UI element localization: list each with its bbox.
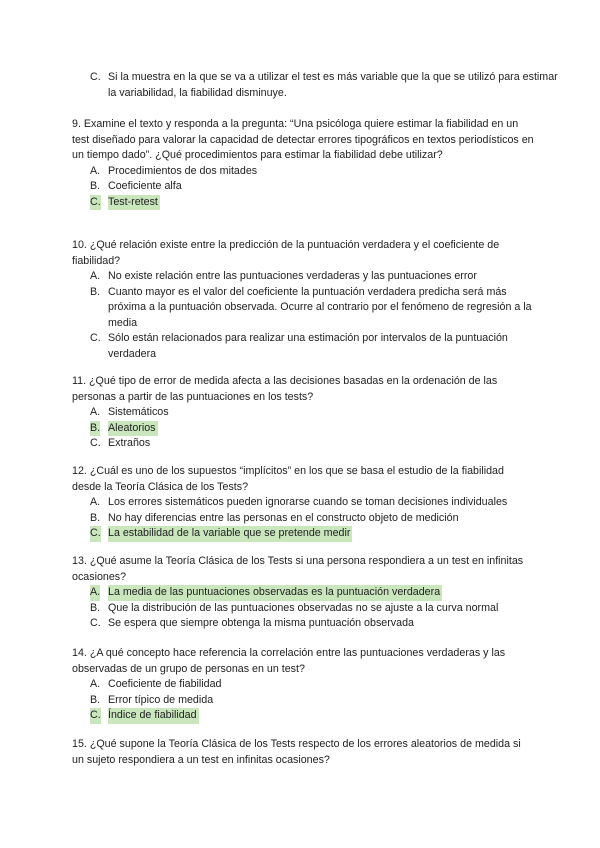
option-text: No hay diferencias entre las personas en el constructo objeto de medición	[108, 511, 459, 524]
option-letter: A.	[90, 585, 100, 601]
question-14	[72, 646, 534, 724]
highlighted-answer: Índice de fiabilidad	[108, 708, 199, 724]
option-a-correct	[72, 585, 534, 601]
highlighted-answer: Aleatorios	[108, 421, 158, 437]
option-letter: B.	[90, 421, 100, 437]
question-stem: 14. ¿A qué concepto hace referencia la correlación entre las puntuaciones verdaderas y las observadas de un grupo de personas en un test?	[72, 647, 506, 675]
option-letter: A.	[90, 164, 101, 177]
option-a	[72, 495, 534, 511]
option-letter: C.	[90, 71, 101, 83]
option-letter: C.	[90, 526, 101, 542]
option-b	[72, 179, 534, 195]
option-text: Error típico de medida	[108, 693, 214, 706]
option-text: No existe relación entre las puntuaciones verdaderas y las puntuaciones error	[108, 270, 477, 282]
question-stem: 9. Examine el texto y responda a la pregunta: “Una psicóloga quiere estimar la fiabilidad en un test diseñado para valorar la capacidad de detectar errores tipográficos en textos periodísticos en un tiempo dado”. ¿Qué procedimientos para estimar la fiabilidad debe utilizar?	[72, 118, 534, 161]
option-b	[72, 285, 534, 332]
option-letter: A.	[90, 496, 101, 508]
question-9	[72, 117, 534, 210]
question-stem: 12. ¿Cuál es uno de los supuestos “implícitos” en los que se basa el estudio de la fiabilidad desde la Teoría Clásica de los Tests?	[72, 465, 504, 493]
option-letter: B.	[90, 285, 101, 298]
question-11	[72, 374, 534, 452]
option-text: Se espera que siempre obtenga la misma puntuación observada	[108, 617, 414, 629]
option-letter: B.	[90, 693, 101, 706]
option-a	[72, 677, 534, 693]
question-15	[72, 737, 534, 768]
option-letter: A.	[90, 406, 101, 418]
option-text: Coeficiente alfa	[108, 180, 182, 192]
option-b	[72, 601, 534, 617]
option-letter: B.	[90, 180, 101, 192]
option-letter: C.	[90, 332, 101, 344]
option-letter: B.	[90, 601, 101, 614]
option-letter: A.	[90, 678, 101, 690]
option-text: Cuanto mayor es el valor del coeficiente la puntuación verdadera predicha será más próxima a la puntuación observada. Ocurre al contrario por el fenómeno de regresión a la media	[108, 285, 532, 329]
option-c-correct	[72, 526, 534, 542]
option-c	[72, 616, 534, 632]
option-letter: C.	[90, 617, 101, 629]
option-c	[72, 436, 534, 452]
option-c-correct	[72, 708, 534, 724]
option-c	[72, 331, 534, 362]
question-stem: 15. ¿Qué supone la Teoría Clásica de los Tests respecto de los errores aleatorios de medida si un sujeto respondiera a un test en infinitas ocasiones?	[72, 738, 521, 766]
option-letter: B.	[90, 511, 101, 524]
option-b	[72, 693, 534, 709]
question-stem: 13. ¿Qué asume la Teoría Clásica de los Tests si una persona respondiera a un test en infinitas ocasiones?	[72, 555, 524, 583]
option-letter: C.	[90, 708, 101, 724]
option-letter: A.	[90, 270, 101, 282]
highlighted-answer: La estabilidad de la variable que se pretende medir	[108, 526, 352, 542]
option-text: Sistemáticos	[108, 406, 169, 418]
option-a	[72, 269, 534, 285]
option-text: Los errores sistemáticos pueden ignorarse cuando se toman decisiones individuales	[108, 496, 508, 508]
option-letter: C.	[90, 195, 101, 211]
option-text: Procedimientos de dos mitades	[108, 164, 258, 177]
question-stem: 10. ¿Qué relación existe entre la predicción de la puntuación verdadera y el coeficiente de fiabilidad?	[72, 239, 500, 267]
option-c-correct	[72, 195, 534, 211]
option-a	[72, 405, 534, 421]
highlighted-answer: La media de las puntuaciones observadas es la puntuación verdadera	[108, 585, 442, 601]
question-12	[72, 464, 534, 542]
option-text: Sólo están relacionados para realizar una estimación por intervalos de la puntuación verdadera	[108, 332, 508, 360]
question-stem: 11. ¿Qué tipo de error de medida afecta a las decisiones basadas en la ordenación de las personas a partir de las puntuaciones en los tests?	[72, 375, 498, 403]
option-b-correct	[72, 421, 534, 437]
option-text: Extraños	[108, 437, 151, 449]
highlighted-answer: Test-retest	[108, 195, 160, 211]
question-10	[72, 238, 534, 362]
option-text: Que la distribución de las puntuaciones observadas no se ajuste a la curva normal	[108, 601, 499, 614]
option-b	[72, 511, 534, 527]
option-letter: C.	[90, 437, 101, 449]
option-text: Coeficiente de fiabilidad	[108, 678, 222, 690]
prelude-option	[72, 70, 568, 101]
option-a	[72, 164, 534, 180]
question-13	[72, 554, 534, 632]
option-text: Si la muestra en la que se va a utilizar el test es más variable que la que se utilizó para estimar la variabilidad, la fiabilidad disminuye.	[108, 71, 558, 99]
